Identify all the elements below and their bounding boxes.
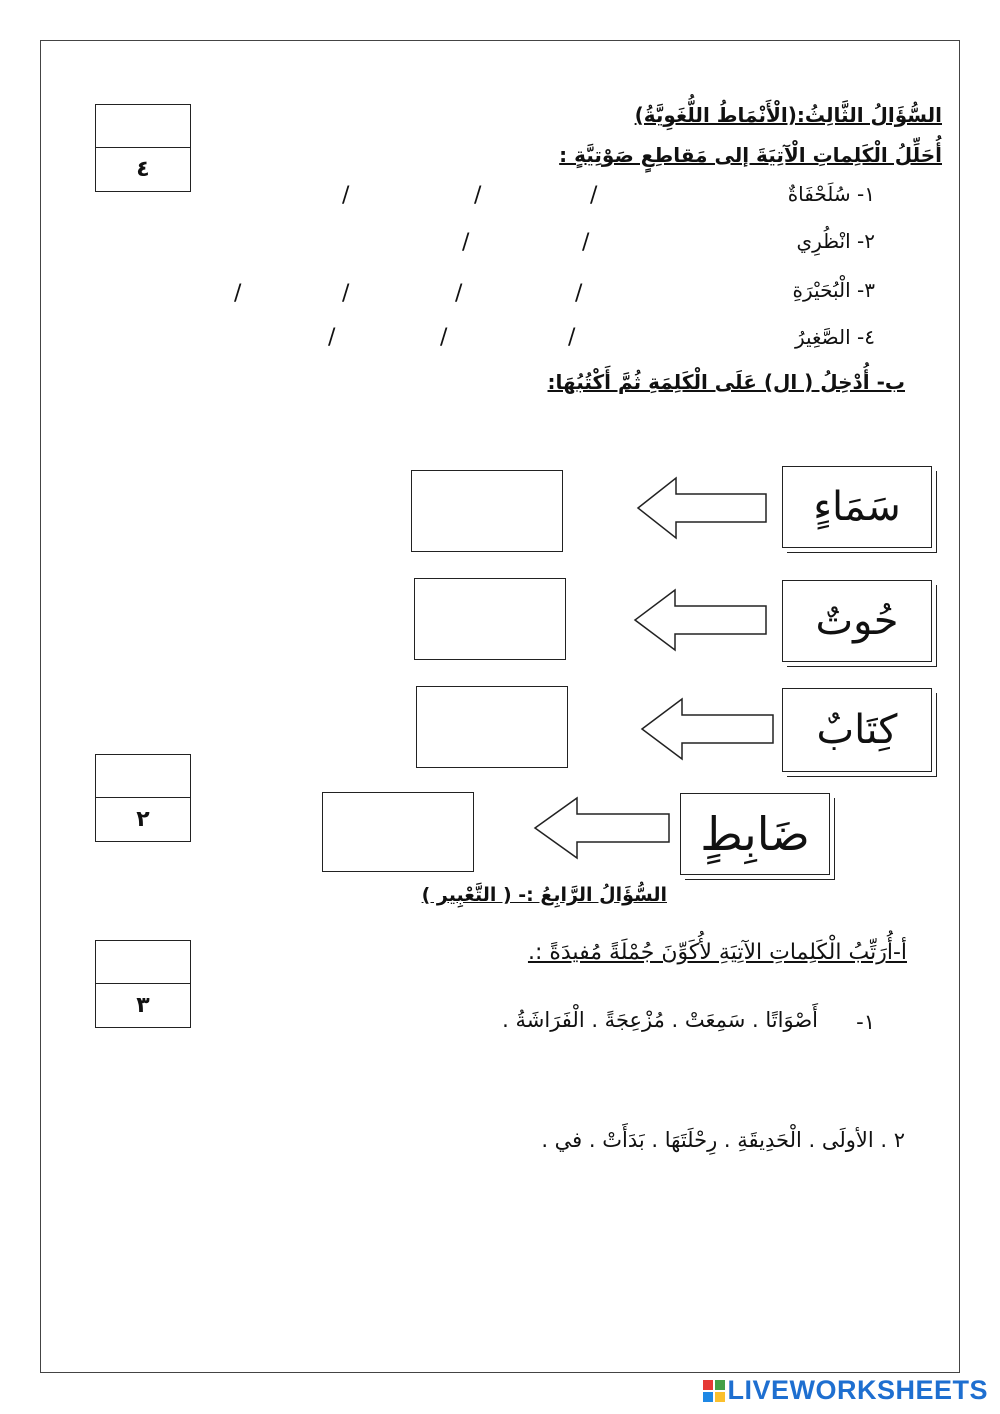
q3-title: السُّؤَالُ الثَّالِثُ:(الْأَنْمَاطُ اللُّغَوِيَّةُ) [634,103,942,127]
q4-sentence-1-number: ١- [856,1010,875,1034]
q3-item-1: ١- سُلَحْفَاةٌ [787,182,875,206]
score-box-q4 [95,940,191,1028]
word-box-sama [782,466,932,548]
score-value: ٢ [136,807,150,832]
q3-item-2: ٢- انْظُرِي [796,229,875,253]
brand-name: LIVEWORKSHEETS [727,1375,988,1405]
slash: / [474,183,482,208]
slash: / [342,183,350,208]
slash: / [455,281,463,306]
word-text: حُوتٌ [815,598,899,644]
word-text: سَمَاءٍ [813,484,901,530]
arrow-left-icon [640,697,775,761]
q4-title: السُّؤَالُ الرَّابِعُ :- ( التَّعْبِير ) [421,884,667,906]
qb-title: ب- أُدْخِلُ ( ال) عَلَى الْكَلِمَةِ ثُمَّ أَكْتُبُهَا: [547,370,905,394]
q4-sentence-1: أَصْوَاتًا . سَمِعَتْ . مُزْعِجَةً . الْفَرَاشَةُ . [502,1008,818,1032]
word-box-kitab [782,688,932,772]
slash: / [342,281,350,306]
score-value: ٤ [136,157,150,182]
slash: / [582,230,590,255]
answer-box-2[interactable] [414,578,566,660]
word-box-hut [782,580,932,662]
q3-item-4: ٤- الصَّغِيرُ [794,325,875,349]
slash: / [234,281,242,306]
answer-box-3[interactable] [416,686,568,768]
slash: / [575,281,583,306]
score-box-q3 [95,104,191,192]
word-box-dabit [680,793,830,875]
q4-instruction: أ-أُرَتِّبُ الْكَلِماتِ الآتِيَةِ لأُكَوِّنَ جُمْلَةً مُفيدَةً :. [527,940,907,965]
slash: / [568,325,576,350]
slash: / [590,183,598,208]
arrow-left-icon [636,476,768,540]
score-box-qb [95,754,191,842]
liveworksheets-logo [703,1375,988,1406]
answer-box-1[interactable] [411,470,563,552]
slash: / [440,325,448,350]
arrow-left-icon [533,796,671,860]
score-value: ٣ [136,993,150,1018]
q3-instruction: أُحَلِّلُ الْكَلِماتِ الْآتِيَةَ إلى مَقاطِعٍ صَوْتِيَّةٍ : [559,143,942,167]
slash: / [462,230,470,255]
word-text: ضَابِطٍ [700,807,810,861]
logo-icon [703,1380,725,1402]
answer-box-4[interactable] [322,792,474,872]
word-text: كِتَابٌ [816,707,898,753]
slash: / [328,325,336,350]
q4-sentence-2: ٢ . الأولَى . الْحَدِيقَةِ . رِحْلَتَهَا . بَدَأَتْ . في . [541,1128,905,1152]
arrow-left-icon [633,588,768,652]
q3-item-3: ٣- الْبُحَيْرَةِ [792,278,875,302]
